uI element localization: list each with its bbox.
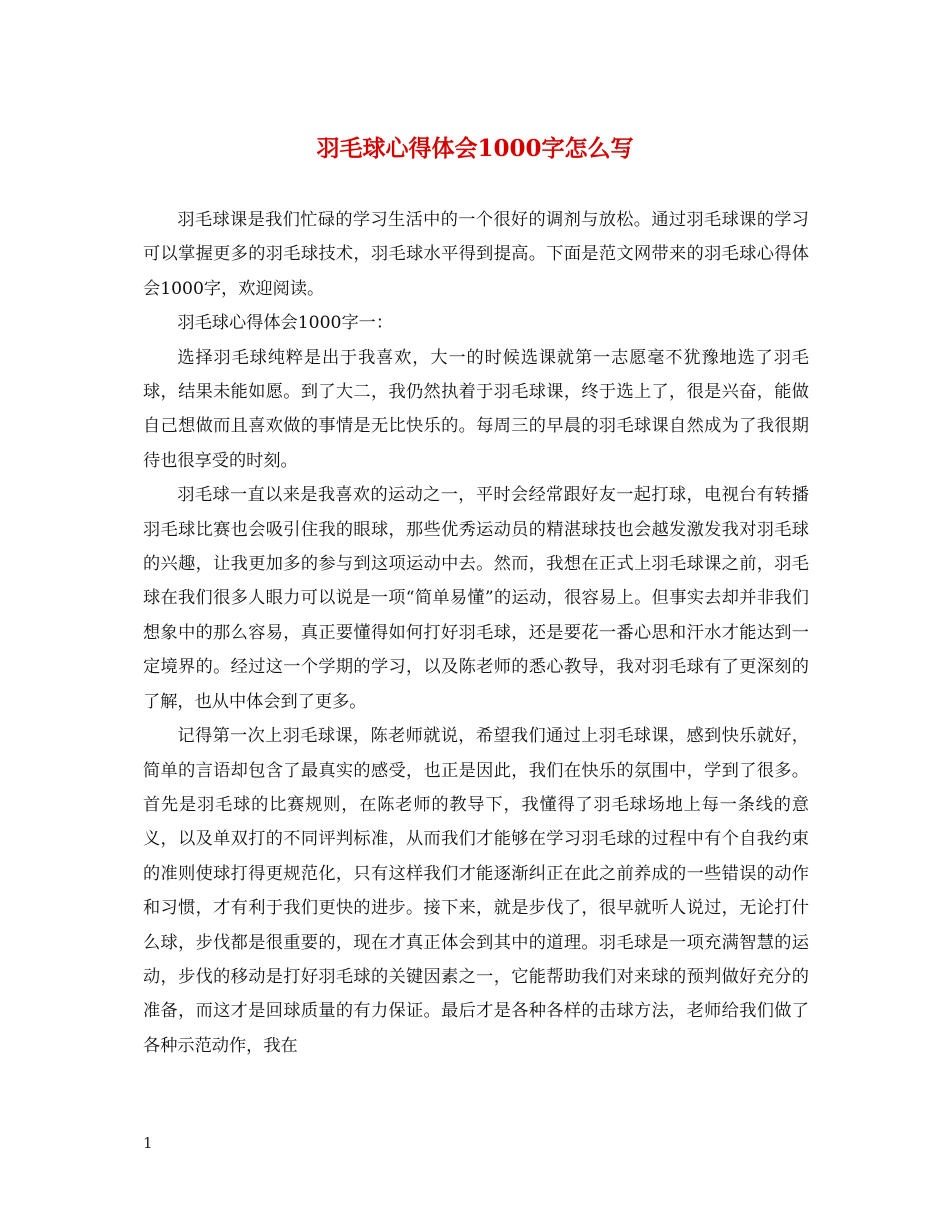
paragraph-choice: 选择羽毛球纯粹是出于我喜欢，大一的时候选课就第一志愿毫不犹豫地选了羽毛球，结果未能如愿。到了大二，我仍然执着于羽毛球课，终于选上了，很是兴奋，能做自己想做而且喜欢做的事情是无比快乐的。每周三的早晨的羽毛球课自然成为了我很期待也很享受的时刻。 (143, 347, 809, 471)
paragraph-first-class: 记得第一次上羽毛球课，陈老师就说，希望我们通过上羽毛球课，感到快乐就好，简单的言语却包含了最真实的感受，也正是因此，我们在快乐的氛围中，学到了很多。首先是羽毛球的比赛规则，在陈老师的教导下，我懂得了羽毛球场地上每一条线的意义，以及单双打的不同评判标准，从而我们才能够在学习羽毛球的过程中有个自我约束的准则使球打得更规范化，只有这样我们才能逐渐纠正在此之前养成的一些错误的动作和习惯，才有利于我们更快的进步。接下来，就是步伐了，很早就听人说过，无论打什么球，步伐都是很重要的，现在才真正体会到其中的道理。羽毛球是一项充满智慧的运动，步伐的移动是打好羽毛球的关键因素之一，它能帮助我们对来球的预判做好充分的准备，而这才是回球质量的有力保证。最后才是各种各样的击球方法，老师给我们做了各种示范动作，我在 (143, 726, 809, 1056)
paragraph-interest: 羽毛球一直以来是我喜欢的运动之一，平时会经常跟好友一起打球，电视台有转播羽毛球比赛也会吸引住我的眼球，那些优秀运动员的精湛球技也会越发激发我对羽毛球的兴趣，让我更加多的参与到这项运动中去。然而，我想在正式上羽毛球课之前，羽毛球在我们很多人眼力可以说是一项“简单易懂”的运动，很容易上。但事实去却并非我们想象中的那么容易，真正要懂得如何打好羽毛球，还是要花一番心思和汗水才能达到一定境界的。经过这一个学期的学习，以及陈老师的悉心教导，我对羽毛球有了更深刻的了解，也从中体会到了更多。 (143, 485, 809, 712)
document-title: 羽毛球心得体会1000字怎么写 (316, 135, 634, 162)
section-heading: 羽毛球心得体会1000字一： (177, 313, 394, 334)
paragraph-intro: 羽毛球课是我们忙碌的学习生活中的一个很好的调剂与放松。通过羽毛球课的学习可以掌握更多的羽毛球技术，羽毛球水平得到提高。下面是范文网带来的羽毛球心得体会1000字，欢迎阅读。 (143, 210, 809, 299)
page-number: 1 (143, 1134, 153, 1152)
document-body (143, 203, 809, 1063)
